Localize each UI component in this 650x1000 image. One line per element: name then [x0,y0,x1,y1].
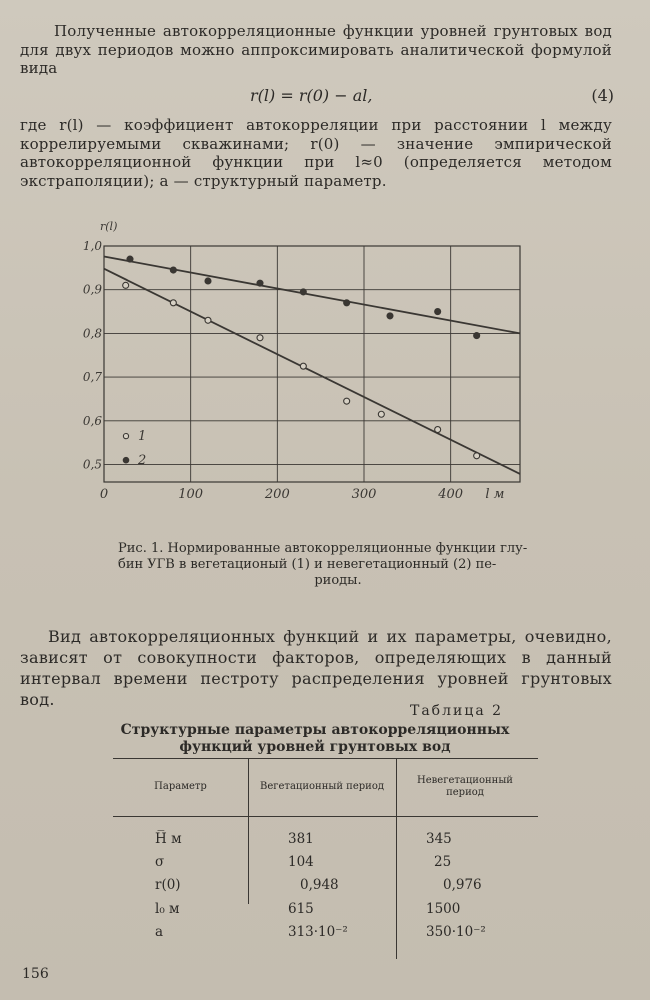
data-point-series-1 [170,300,176,306]
y-tick-label: 0,9 [82,282,102,297]
data-point-series-2 [435,309,441,315]
table-label: Таблица 2 [410,703,504,719]
x-tick-label: 300 [351,487,377,502]
table-title-line-2: функций уровней грунтовых вод [179,739,451,755]
table-header-rule [113,816,538,817]
row-nonveg: 25 [434,854,452,870]
data-point-series-2 [344,300,350,306]
paragraph-intro: Полученные автокорреляционные функции уровней грунтовых вод для двух периодов можно аппроксимировать аналитической формулой вида [20,22,612,77]
table-col-divider-1 [248,759,249,904]
table-title-line-1: Структурные параметры автокорреляционных [120,722,510,738]
x-axis-label: l м [485,487,505,502]
formula-number: (4) [591,86,614,105]
formula-4 [20,86,614,106]
formula-expression: r(l) = r(0) − al, [250,86,373,105]
data-point-series-1 [474,453,480,459]
y-tick-label: 0,7 [82,370,102,385]
y-tick-label: 0,8 [82,326,102,341]
y-axis-label: r(l) [100,220,118,233]
fit-line-series-2 [104,256,520,333]
row-nonveg: 0,976 [443,877,482,893]
data-point-series-2 [205,278,211,284]
x-tick-label: 0 [99,487,109,502]
row-nonveg: 345 [426,831,452,847]
y-tick-label: 0,6 [82,413,102,428]
table-header-nonveg: Невегетационный период [417,775,513,798]
paragraph-definitions: где r(l) — коэффициент автокорреляции при расстоянии l между коррелируемыми скважинами; r(0) — значение эмпирической автокорреляционной функции при l≈0 (определяется методом экстраполяции); a — структурный параметр. [20,116,612,190]
row-param: σ [155,854,165,870]
data-point-series-2 [257,280,263,286]
row-veg: 0,948 [300,877,339,893]
legend-marker-open [123,434,128,439]
data-point-series-2 [127,256,133,262]
table-header-veg: Вегетационный период [260,781,384,792]
paragraph-conclusion: Вид автокорреляционных функций и их параметры, очевидно, зависят от совокупности факторов, определяющих в данный интервал времени пестроту распределения уровней грунтовых вод. [20,627,612,709]
data-point-series-2 [387,313,393,319]
legend-label-1: 1 [138,429,147,445]
row-veg: 313·10⁻² [288,924,348,940]
caption-line-2: бин УГВ в вегетационый (1) и невегетационный (2) пе- [118,557,497,572]
row-nonveg: 1500 [426,901,461,917]
x-tick-label: 100 [178,487,204,502]
autocorrelation-chart [80,216,530,516]
table-title [110,722,520,756]
row-param: l₀ м [155,901,180,917]
data-point-series-1 [378,411,384,417]
legend-marker-filled [123,457,129,463]
table-top-rule [113,758,538,759]
data-point-series-1 [435,427,441,433]
data-point-series-1 [344,398,350,404]
data-point-series-1 [300,363,306,369]
data-point-series-1 [205,317,211,323]
row-param: a [155,924,164,940]
data-point-series-2 [474,333,480,339]
row-nonveg: 350·10⁻² [426,924,486,940]
table-col-divider-2 [396,759,397,959]
legend-label-2: 2 [138,453,147,469]
y-tick-label: 0,5 [82,457,102,472]
row-param: H̅ м [155,831,182,847]
data-point-series-2 [170,267,176,273]
figure-caption [118,541,558,589]
page-number: 156 [22,966,49,982]
caption-line-3: риоды. [314,573,362,588]
row-veg: 381 [288,831,314,847]
x-tick-label: 200 [264,487,290,502]
row-param: r(0) [155,877,181,893]
plot-frame [104,246,520,482]
row-veg: 615 [288,901,314,917]
row-veg: 104 [288,854,314,870]
data-point-series-1 [257,335,263,341]
y-tick-label: 1,0 [82,239,102,253]
caption-line-1: Рис. 1. Нормированные автокорреляционные функции глу- [118,541,528,556]
data-point-series-2 [300,289,306,295]
x-tick-label: 400 [438,487,464,502]
data-point-series-1 [123,282,129,288]
fit-line-series-1 [104,269,520,474]
table-header-param: Параметр [154,781,207,792]
